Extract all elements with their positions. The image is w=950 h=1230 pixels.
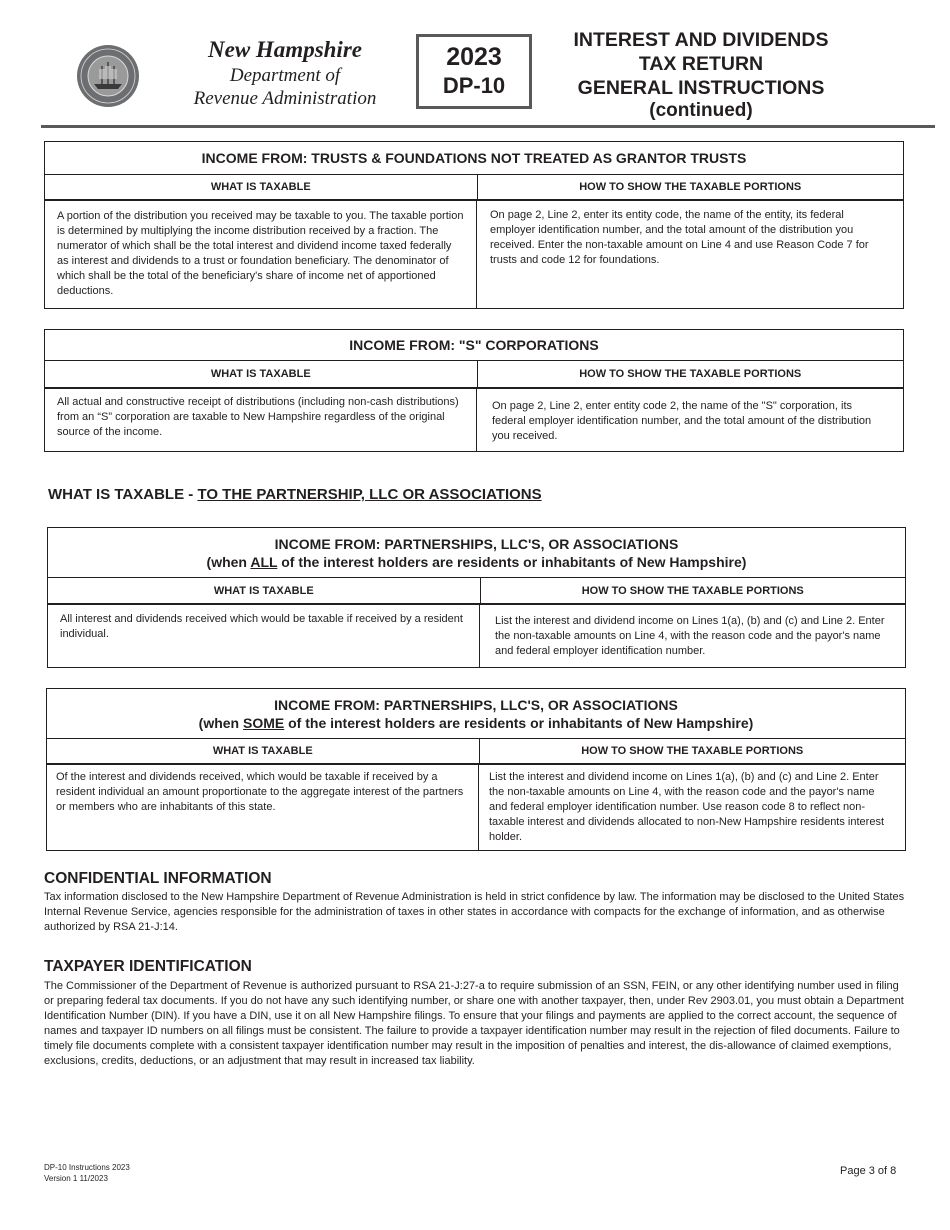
- how-to-show-cell: On page 2, Line 2, enter entity code 2, the name of the "S" corporation, its federal employer identification number, and the total amount of the distribution you received.: [492, 400, 872, 442]
- what-is-taxable-cell: A portion of the distribution you received may be taxable to you. The taxable portion is determined by multiplying the income distribution received by a fraction. The numerator of which shall be the total interest and dividend income taxed federally as interest and dividends to a trust or foundation beneficiary. The denominator of which shall be the total of the beneficiary's share of income net of apportioned deductions.: [45, 201, 477, 309]
- title-line-3: GENERAL INSTRUCTIONS: [577, 77, 825, 99]
- table-header-row: [48, 578, 905, 605]
- how-to-show-cell: List the interest and dividend income on Lines 1(a), (b) and (c) and Line 2. Enter the non-taxable amounts on Line 4, with the reason code and the payor's name and federal employer identification number.: [495, 615, 885, 657]
- form-id-box: [416, 34, 532, 109]
- agency-division: Revenue Administration: [193, 88, 377, 109]
- agency-state: New Hampshire: [208, 37, 362, 62]
- table-row: [45, 201, 903, 309]
- table-header-row: [45, 361, 903, 389]
- header-divider: [41, 125, 935, 128]
- what-is-taxable-cell: Of the interest and dividends received, which would be taxable if received by a resident individual an amount proportionate to the aggregate interest of the partners or members who are inhabitants of this state.: [47, 765, 479, 851]
- section-heading-prefix: WHAT IS TAXABLE -: [48, 486, 198, 503]
- table-row: [47, 765, 905, 851]
- confidential-text: Tax information disclosed to the New Hampshire Department of Revenue Administration is held in strict confidence by law. The information may be disclosed to the United States Internal Revenue Service, agencies responsible for the administration of taxes in other states in accordance with compacts for the exchange of information, and as otherwise authorized by RSA 21-J:14.: [44, 891, 905, 933]
- condition-suffix: of the interest holders are residents or inhabitants of New Hampshire): [284, 714, 754, 731]
- condition-emphasis: SOME: [243, 714, 285, 731]
- title-line-2: TAX RETURN: [638, 53, 764, 75]
- agency-name: [168, 36, 402, 110]
- col-header-what-is-taxable: WHAT IS TAXABLE: [45, 175, 478, 199]
- table-row: [45, 389, 903, 452]
- page-title: [556, 28, 846, 122]
- col-header-how-to-show: HOW TO SHOW THE TAXABLE PORTIONS: [579, 181, 802, 193]
- table-title: INCOME FROM: TRUSTS & FOUNDATIONS NOT TREATED AS GRANTOR TRUSTS: [45, 142, 903, 175]
- col-header-how-to-show: HOW TO SHOW THE TAXABLE PORTIONS: [581, 745, 804, 757]
- partnerships-all-table: [47, 527, 906, 668]
- what-is-taxable-cell: All actual and constructive receipt of distributions (including non-cash distributions) from an “S” corporation are taxable to New Hampshire regardless of the original source of the income.: [45, 389, 477, 452]
- footer-doc-info: [44, 1162, 130, 1184]
- agency-dept: Department of: [229, 65, 341, 86]
- col-header-how-to-show: HOW TO SHOW THE TAXABLE PORTIONS: [579, 368, 802, 380]
- what-is-taxable-cell: All interest and dividends received which would be taxable if received by a resident individual.: [48, 605, 480, 668]
- how-to-show-cell: List the interest and dividend income on Lines 1(a), (b) and (c) and Line 2. Enter the non-taxable amounts on Line 4, with the reason code and the payor's name and federal employer identification number. Use reason code 8 to reflect non- taxable interest and dividends allocated to non-New Hampshire residents interest holder.: [489, 771, 884, 843]
- form-year: 2023: [446, 43, 502, 71]
- table-title-main: INCOME FROM: PARTNERSHIPS, LLC'S, OR ASSOCIATIONS: [274, 696, 678, 713]
- condition-prefix: (when: [198, 714, 243, 731]
- section-heading-underlined: TO THE PARTNERSHIP, LLC OR ASSOCIATIONS: [197, 486, 542, 503]
- trusts-table: [44, 141, 904, 309]
- table-header-row: [47, 739, 905, 765]
- condition-suffix: of the interest holders are residents or inhabitants of New Hampshire): [277, 553, 747, 570]
- taxpayer-id-heading: TAXPAYER IDENTIFICATION: [44, 958, 252, 975]
- col-header-what-is-taxable: WHAT IS TAXABLE: [45, 361, 478, 387]
- partnerships-some-table: [46, 688, 906, 851]
- table-title: INCOME FROM: "S" CORPORATIONS: [45, 330, 903, 361]
- table-title-main: INCOME FROM: PARTNERSHIPS, LLC'S, OR ASSOCIATIONS: [274, 535, 679, 552]
- table-title: [48, 528, 905, 578]
- title-line-1: INTEREST AND DIVIDENDS: [573, 29, 829, 51]
- table-title-condition: [207, 553, 747, 571]
- table-header-row: [45, 175, 903, 201]
- partnership-section-heading: [48, 486, 542, 503]
- col-header-what-is-taxable: WHAT IS TAXABLE: [47, 739, 480, 763]
- form-code: DP-10: [442, 73, 506, 98]
- col-header-what-is-taxable: WHAT IS TAXABLE: [48, 578, 481, 603]
- footer-doc-name: DP-10 Instructions 2023: [44, 1163, 130, 1172]
- table-row: [48, 605, 905, 668]
- condition-prefix: (when: [206, 553, 251, 570]
- taxpayer-id-text: The Commissioner of the Department of Revenue is authorized pursuant to RSA 21-J:27-a to require submission of an SSN, FEIN, or any other identifying number used in filing or preparing federal tax documents. If you do not have any such identifying number, or share one with another taxpayer, then, under Rev 2903.01, you must obtain a Department Identification Number (DIN). If you have a DIN, use it on all New Hampshire filings. To ensure that your filings and payments are applied to the correct account, the sequence of names and taxpayer ID numbers on all filings must be consistent. The failure to provide a taxpayer identification number may result in the rejection of filed documents. Failure to timely file documents complete with a consistent taxpayer identification number may result in the imposition of penalties and interest, the dis-allowance of claimed exemptions, exclusions, credits, deductions, or an adjustment that may result in increased tax liability.: [44, 980, 904, 1067]
- title-line-4: (continued): [649, 100, 753, 121]
- confidential-heading: CONFIDENTIAL INFORMATION: [44, 870, 272, 887]
- how-to-show-cell: On page 2, Line 2, enter its entity code, the name of the entity, its federal employer identification number, and the total amount of the distribution you received. Enter the non-taxable amount on Line 4 and use Reason Code 7 for trusts and code 12 for foundations.: [490, 209, 869, 266]
- col-header-how-to-show: HOW TO SHOW THE TAXABLE PORTIONS: [581, 584, 804, 597]
- condition-emphasis: ALL: [250, 553, 278, 570]
- state-seal-icon: [76, 44, 140, 108]
- page-number: Page 3 of 8: [840, 1165, 897, 1177]
- table-title-condition: [199, 714, 754, 732]
- s-corporations-table: [44, 329, 904, 452]
- table-title: [47, 689, 905, 739]
- footer-version: Version 1 11/2023: [44, 1174, 108, 1183]
